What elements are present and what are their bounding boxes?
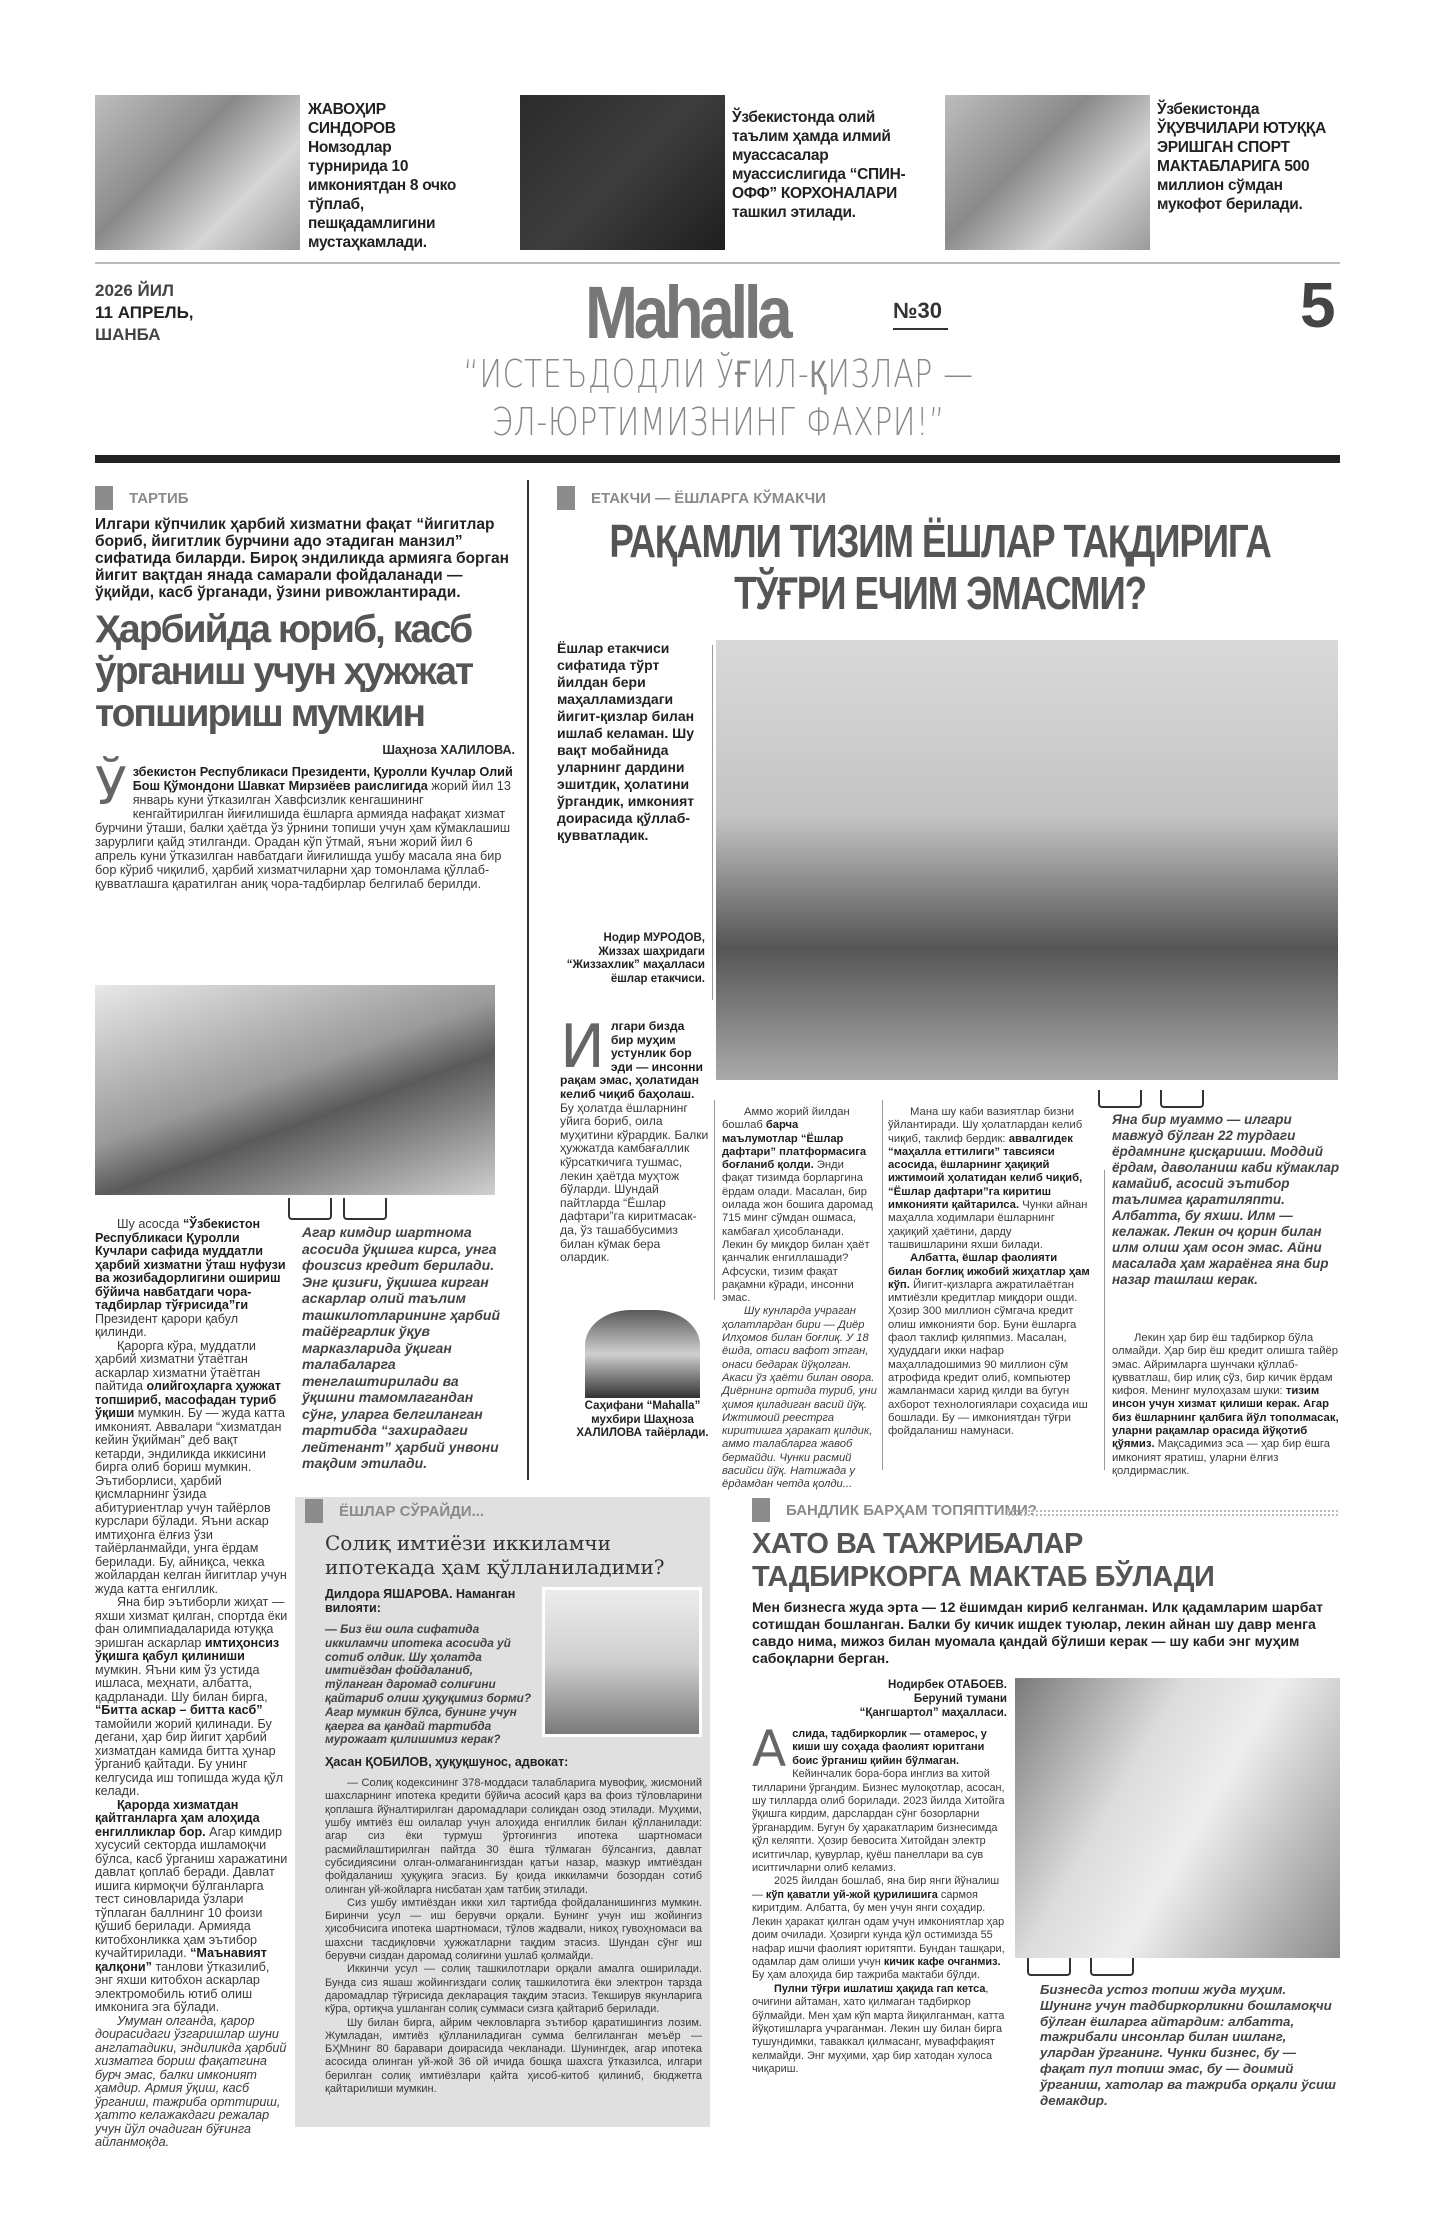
reporter-caption: Саҳифани “Mahalla” мухбири Шаҳноза ХАЛИЛОВА тайёрлади.: [576, 1400, 709, 1439]
leader-byline: Нодир МУРОДОВ, Жиззах шаҳридаги “Жиззахлик” маҳалласи ёшлар етакчиси.: [566, 932, 705, 985]
column-divider: [712, 645, 713, 1000]
paragraph: [1112, 1332, 1340, 1478]
text-run: Шу асосда: [117, 1217, 183, 1231]
text-run: имтиҳонсиз ўқишга қабул қилиниши: [95, 1635, 280, 1663]
paragraph: [95, 1218, 290, 1340]
text-run: Аммо жорий йилдан бошлаб: [722, 1106, 850, 1132]
paragraph: [752, 1720, 1007, 1875]
article-lead: Илгари кўпчилик ҳарбий хизматни фақат “йигитлар бориб, йигитлик бурчини адо этадиган манзил” сифатида биларди. Бироқ эндиликда армияга борган йигит вақтдан янада самарали фойдаланади — ўқийди, касб ўрганади, ўзини ривожлантиради.: [95, 516, 509, 601]
text-run: Сиз ушбу имтиёздан икки хил тартибда фойдаланишингиз мумкин. Биринчи усул — иш берувчи орқали. Бунинг учун иш жойингиз ҳисобчисига ипотека шартномаси, тўлов жадвали, никоҳ гувоҳномаси ва шахсни тасдиқловчи ҳужжатларни тақдим этасиз. Шундан сўнг иш берувчи сиздан даромад солиғини ушлаб қолмайди.: [325, 1896, 702, 1963]
text-run: Энди фақат тизимда борларгина ёрдам олади. Масалан, бир оилада жон бошига даромад 715 минг сўмдан ошмаса, камбағал ҳисобланади. Лекин бу миқдор билан ҳаёт қанчалик енгиллашади? Афсуски, тизим фақат рақамни кўради, инсонни эмас.: [722, 1159, 873, 1305]
leader-body-col4: [1112, 1332, 1340, 1478]
dotted-rule: [1008, 1510, 1338, 1516]
leader-intro: Ёшлар етакчиси сифатида тўрт йилдан бери маҳалламиздаги йигит-қизлар билан ишлаб келаман. Шу вақт мобайнида уларнинг дардини эшитдик, ҳолатини ўргандик, имконият доирасида қўллаб-қувватладик.: [557, 640, 695, 843]
drop-cap: А: [752, 1720, 787, 1778]
text-run: мумкин. Яъни ким ўз устида ишласа, меҳнати, албатта, қадрланади. Шу билан бирга,: [95, 1662, 268, 1704]
text-run: Президент қарори қабул қилинди.: [95, 1311, 239, 1339]
newspaper-logo: Mahalla: [585, 271, 789, 354]
text-run: Иккинчи усул — солиқ ташкилотлари орқали амалга оширилади. Бунда сиз яшаш жойингиздаги солиқ ташкилотига ёки электрон тарзда даромадлар тўғрисида декларация тақдим этасиз. Текширув якунларига кўра, ортиқча ушланган солиқ суммаси сизга қайтариб берилади.: [325, 1963, 702, 2016]
business-top: [752, 1528, 1342, 1667]
business-byline: Нодирбек ОТАБОЕВ. Беруний тумани “Қангшартол” маҳалласи.: [859, 1679, 1007, 1719]
text-run: Шу кунларда учраган ҳолатлардан бири — Диёр Илҳомов билан боғлиқ. У 18 ёшда, отаси вафот этган, онаси бедарак йўқолган. Акаси ўз ҳаёти билан овора. Диёрнинг ортида туриб, уни ҳимоя қиладиган васий йўқ. Ижтимоий реестрга киритишга ҳаракат қилдик, аммо талабларга жавоб бермайди. Чунки расмий васийси йўқ. Натижада у ёрдамдан четда қолди...: [722, 1305, 877, 1491]
article-author: Шаҳноза ХАЛИЛОВА.: [382, 743, 515, 757]
text-run: кўп қаватли уй-жой қурилишига: [765, 1888, 938, 1901]
paragraph: [95, 1799, 290, 2015]
text-run: — Солиқ кодексининг 378-моддаси талабларига мувофиқ, жисмоний шахсларнинг ипотека кредити бўйича асосий қарз ва фоиз тўловларини қоплашга йўналтирилган даромадлари солиқдан озод этилади. Муҳими, ушбу имтиёз ёш оилалар учун алоҳида енгиллик билан қўлланилади: агар сиз ёки турмуш ўртоғингиз ипотека шартномаси расмийлаштирилган пайтда 30 ёшга тўлмаган бўлсангиз, давлат субсидиясини олган-олмаганингиздан қатъи назар, мазкур имтиёздан фойдаланиш ҳуқуқига эгасиз. Бу қоида иккиламчи бозордан сотиб олинган уй-жойларга нисбатан ҳам татбиқ этилади.: [325, 1777, 702, 1896]
paragraph: [95, 1340, 290, 1597]
text-run: Шу билан бирга, айрим чекловларга эътибор қаратишингиз лозим. Жумладан, имтиёз қўлланиладиган сумма белгиланган меъёр — БҲМнинг 80 баравари доирасида чекланади. Шунингдек, агар ипотека асосида олинган уй-жой 36 ой ичида бошқа шахсга ўтказилса, илгари берилган солиқ имтиёзлари қайта ҳисоб-китоб қилиниб, бюджетга қайтарилиши мумкин.: [325, 2016, 702, 2095]
photo-apartment-building: [542, 1587, 702, 1737]
qa-question-block: [325, 1587, 532, 1747]
slogan: [0, 350, 1437, 446]
text-run: Умуман олганда, қарор доирасидаги ўзгаришлар шуни англатадики, эндиликда ҳарбий хизматга бориш фақатгина бурч эмас, балки имконият ҳамдир. Армия ўқиш, касб ўрганиш, тажриба орттириш, ҳатто келажакдаги режалар учун йўл очадиган бўғинга айланмоқда.: [95, 2013, 287, 2149]
text-run: Йигит-қизларга ажратилаётган имтиёзли кредитлар миқдори ошди. Ҳозир 300 миллион сўмгача кредит олиш имконияти бор. Буни ёшларга фаол таклиф қиляпмиз. Масалан, ҳудуддаги икки нафар маҳалладошимиз 90 миллион сўм атрофида кредит олиб, компьютер жамланмаси харид қилди ва бугун ахборот технологиялари соҳасида иш бошлади. Бу — имкониятдан тўғри фойдаланиш намунаси.: [888, 1278, 1088, 1438]
paragraph: [325, 1963, 702, 2016]
paragraph: [722, 1305, 877, 1491]
text-run: “Битта аскар – битта касб”: [95, 1703, 263, 1717]
date-weekday: ШАНБА: [95, 325, 161, 344]
rubric-square-icon: [95, 486, 113, 510]
pull-quote: Яна бир муаммо — илгари мавжуд бўлган 22 турдаги ёрдамнинг қисқариши. Моддий ёрдам, даволаниш каби кўмаклар камайиб, асосий эътибор таълимга қаратиляпти. Албатта, бу яхши. Илм — келажак. Лекин оч қорин билан илм олиш ҳам осон эмас. Айни масалада ҳам жараёнга яна бир назар ташлаш керак.: [1112, 1112, 1340, 1287]
photo-soldiers-exam: [95, 985, 495, 1195]
header-rule: [95, 455, 1340, 463]
text-run: Агар кимдир хусусий секторда ишламоқчи бўлса, касб ўрганиш харажатини давлат қоплаб беради. Давлат ишига кирмоқчи бўлганларга тест синовларида ўзлари тўплаган баллнинг 10 фоизи қўшиб берилади. Армияда китобхонликка ҳам эътибор кучайтирилади.: [95, 1824, 288, 1960]
drop-cap: Ў: [95, 757, 127, 817]
divider: [95, 262, 1340, 264]
rubric-tartib: [95, 486, 189, 510]
column-divider: [714, 1100, 715, 1300]
teaser-photo-chess-player: [95, 95, 300, 250]
quote-mark-icon: [1098, 1090, 1142, 1108]
issue-date: [95, 280, 194, 346]
qa-question-row: [305, 1587, 702, 1747]
text-run: мумкин. Бу — жуда катта имконият. Аввалари “хизматдан кейин ўқийман” деб вақт кетарди, эндиликда иккисини бирга олиб бориш мумкин. Эътиборлиси, ҳарбий қисмларнинг ўзида абитуриентлар учун тайёрлов курслари бўлади. Яъни аскар имтиҳонга ёлғиз ўзи тайёрланмайди, унга ёрдам берилади. Бу, айниқса, чекка жойлардан келган йигитлар учун жуда катта енгиллик.: [95, 1406, 287, 1596]
text-run: олийгоҳларга ҳужжат топшириб, масофадан туриб ўқиши: [95, 1379, 281, 1420]
text-run: збекистон Республикаси Президенти, Қуролли Кучлар Олий Бош Қўмондони Шавкат Мирзиёев раислигида: [132, 765, 513, 793]
text-run: Бу ҳам алоҳида бир тажриба мактаби бўлди.: [752, 1969, 980, 1982]
qa-box: [295, 1497, 710, 2127]
qa-question: — Биз ёш оила сифатида иккиламчи ипотека асосида уй сотиб олдик. Шу ҳолатда имтиёздан фойдаланиб, тўланган даромад солиғини қайтариб олиш ҳуқуқимиз борми? Агар мумкин бўлса, бунинг учун қаерга ва қандай тартибда мурожаат қилишимиз керак?: [325, 1622, 532, 1747]
teaser-text[interactable]: Ўзбекистонда олий таълим ҳамда илмий муассасалар муассислигида “СПИН-ОФФ” КОРХОНАЛАРИ ташкил этилади.: [732, 109, 906, 221]
teaser-text[interactable]: ЖАВОҲИР СИНДОРОВ Номзодлар турнирида 10 имкониятдан 8 очко тўплаб, пешқадамлигини мустаҳкамлади.: [308, 101, 457, 251]
article-body-column: [95, 1218, 290, 2150]
reporter-portrait: [585, 1310, 700, 1398]
rubric-square-icon: [305, 1499, 323, 1523]
issue-number: №30: [893, 298, 948, 330]
rubric-youth-ask: [305, 1499, 702, 1523]
qa-answerer: Ҳасан ҚОБИЛОВ, ҳуқуқшунос, адвокат:: [325, 1755, 569, 1770]
paragraph: [722, 1106, 877, 1305]
text-run: Чунки айнан маҳалла ходимлари ёшларнинг ҳақиқий ҳаётини, дарду ташвишларини яхши билади.: [888, 1199, 1088, 1251]
text-run: Албатта, ёшлар фаолияти билан боғлиқ ижобий жиҳатлар ҳам кўп.: [888, 1252, 1090, 1291]
paragraph: [95, 2015, 290, 2150]
paragraph: [325, 1897, 702, 1963]
slogan-line: “ИСТЕЪДОДЛИ ЎҒИЛ-ҚИЗЛАР —: [463, 352, 974, 396]
rubric-label: ЁШЛАР СЎРАЙДИ...: [339, 1502, 485, 1520]
text-run: Лекин ҳар бир ёш тадбиркор бўла олмайди. Ҳар бир ёш кредит олишга тайёр эмас. Айримларга шунчаки қўллаб-қувватлаш, бир илиқ сўз, бир кичик ёрдам кифоя. Менинг мулоҳазам шуки:: [1112, 1332, 1339, 1398]
paragraph: [888, 1106, 1093, 1252]
leader-body-col3: [888, 1106, 1093, 1438]
quote-mark-icon: [1090, 1958, 1134, 1976]
text-run: Кейинчалик бора-бора инглиз ва хитой тилларини ўргандим. Бизнес мулоқотлар, асосан, шу тилларда олиб борилади. 2023 йилда Хитойга ўқишга кирдим, дарслардан сўнг бозорларни ўрганардим. Бугун бу ҳаракатларим бизнесимда қўл келяпти. Ҳозир бевосита Хитойдан электр иситгичлар, қувурлар, қуёш панеллари ва сув иситгичларни олиб келамиз.: [752, 1768, 1005, 1875]
qa-answer: [305, 1777, 702, 2096]
paragraph: [95, 1596, 290, 1799]
paragraph: [325, 1777, 702, 1897]
date-day: 11 АПРЕЛЬ,: [95, 303, 194, 322]
paragraph: [752, 1983, 1007, 2077]
business-body: [752, 1720, 1007, 2077]
rubric-square-icon: [557, 486, 575, 510]
text-run: кичик кафе очганмиз.: [883, 1955, 1001, 1968]
leader-body-col1: [560, 1012, 710, 1265]
business-lead: Мен бизнесга жуда эрта — 12 ёшимдан кириб келганман. Илк қадамларим шарбат сотишдан бошланган. Балки бу кичик ишдек туюлар, лекин айнан шу давр менга савдо нима, мижоз билан муомала қандай бўлиши керак — шу каби энг муҳим сабоқларни берган.: [752, 1599, 1324, 1666]
text-run: Мақсадимиз эса — ҳар бир ёшга имконият яратиш, уларни ёлғиз қолдирмаслик.: [1112, 1438, 1331, 1477]
column-divider: [1104, 1170, 1105, 1470]
text-run: Қарорда хизматдан қайтганларга ҳам алоҳида енгилликлар бор.: [95, 1797, 260, 1839]
text-run: жорий йил 13 январь куни ўтказилган Хавфсизлик кенгашининг кенгайтирилган йиғилишида ёшларга армияда нафақат хизмат бурчини ўташи, балки ҳаётда ўз ўрнини топиши учун ҳам кўмаклашиш зарурлиги қайд этилганди. Орадан кўп ўтмай, яъни жорий йил 6 апрель куни ўтказилган навбатдаги йиғилишда ушбу масала яна бир бор кўриб чиқилиб, ҳарбий хизматчиларни ҳар томонлама қўллаб-қувватлашга қаратилган аниқ чора-тадбирлар белгилаб берилди.: [95, 779, 511, 891]
pull-quote: Агар кимдир шартнома асосида ўқишга кирса, унга фоизсиз кредит берилади. Энг қизиғи, ўқишга кирган аскарлар олий таълим ташкилотларининг ҳарбий тайёргарлик ўқув марказларида ўқиган талабаларга тенглаштирилади ва ўқишни тамомлагандан сўнг, уларга белгиланган тартибда “захирадаги лейтенант” ҳарбий унвони тақдим этилади.: [302, 1224, 500, 1471]
article-intro: [95, 757, 515, 891]
text-run: “Ўзбекистон Республикаси Қуролли Кучлари сафида муддатли ҳарбий хизматни ўташ нуфузи ва жозибадорлигини ошириш бўйича навбатдаги чора-тадбирлар тўғрисида”ги: [95, 1217, 286, 1312]
date-year: 2026 ЙИЛ: [95, 281, 174, 300]
text-run: , очиғини айтаман, хато қилмаган тадбиркор бўлмайди. Мен ҳам кўп марта йиқилганман, катта йўқотишларга учраганман. Лекин шу билан бирга тушундимки, таваккал қилмасанг, муваффақият келмайди. Энг муҳими, ҳар бир хатодан хулоса чиқариш.: [752, 1982, 1005, 2076]
text-run: Пулни тўғри ишлатиш ҳақида гап кетса: [774, 1982, 986, 1995]
pull-quote: Бизнесда устоз топиш жуда муҳим. Шунинг учун тадбиркорликни бошламоқчи бўлган ёшларга айтардим: албатта, тажрибали инсонлар билан ишланг, улардан ўрганинг. Чунки бизнес, бу — фақат пул топиш эмас, бу — доимий ўрганиш, хатолар ва тажриба орқали ўсиш демакдир.: [1040, 1982, 1336, 2108]
teaser-photo-runners: [945, 95, 1150, 250]
photo-youth-leaders-group: [716, 640, 1338, 1080]
business-headline[interactable]: ХАТО ВА ТАЖРИБАЛАР ТАДБИРКОРГА МАКТАБ БЎЛАДИ: [752, 1528, 1215, 1593]
paragraph: [752, 1875, 1007, 1982]
page-number: 5: [1300, 269, 1336, 341]
text-run: барча маълумотлар “Ёшлар дафтари” платформасига боғланиб қолди.: [722, 1119, 867, 1172]
rubric-square-icon: [752, 1498, 770, 1522]
text-run: танлови ўтказилиб, энг яхши китобхон аскарлар электромобиль ютиб олиш имконига эга бўлади.: [95, 1959, 270, 2014]
quote-mark-icon: [343, 1198, 387, 1220]
business-column: [752, 1678, 1007, 2077]
drop-cap: И: [560, 1012, 605, 1082]
teaser-text[interactable]: Ўзбекистонда ЎҚУВЧИЛАРИ ЮТУҚҚА ЭРИШГАН СПОРТ МАКТАБЛАРИГА 500 миллион сўмдан мукофот берилади.: [1157, 101, 1326, 213]
qa-asker: Дилдора ЯШАРОВА. Наманган вилояти:: [325, 1587, 516, 1615]
paragraph: [325, 2017, 702, 2097]
quote-mark-icon: [1160, 1090, 1204, 1108]
paragraph: [888, 1252, 1093, 1438]
text-run: Қарорга кўра, муддатли ҳарбий хизматни ўтаётган аскарлар хизматни ўтаётган пайтида: [95, 1338, 261, 1393]
text-run: слида, тадбиркорлик — отамерос, у киши шу соҳада фаолият юритгани боис ўрганиш қийин бўлмаган.: [792, 1728, 987, 1767]
headline-line: ТЎҒРИ ЕЧИМ ЭМАСМИ?: [734, 567, 1146, 619]
teaser-illustration-spin-off: [520, 95, 725, 250]
main-headline[interactable]: [609, 515, 1271, 619]
left-article-top: [95, 516, 515, 891]
qa-headline[interactable]: Солиқ имтиёзи иккиламчи ипотекада ҳам қўлланиладими?: [325, 1531, 665, 1579]
slogan-line: ЭЛ-ЮРТИМИЗНИНГ ФАХРИ!”: [491, 400, 946, 444]
text-run: сармоя киритдим. Албатта, бу мен учун янги соҳадир. Лекин ҳаракат қилган одам учун имкониятлар ҳар доим очилади. Ҳозирги кунда қўл остимизда 55 нафар ишчи фаолият юритяпти. Бундан ташқари, одамлар дам олиши учун: [752, 1888, 1005, 1968]
text-run: 2025 йилдан бошлаб, яна бир янги йўналиш —: [752, 1875, 1000, 1901]
text-run: аввалгидек “маҳалла еттилиги” тавсияси асосида, ёшларнинг ҳақиқий ижтимоий ҳолатидан келиб чиқиб, “Ёшлар дафтари”га киритиш имконияти қайтарилса.: [888, 1132, 1083, 1212]
rubric-label: ЕТАКЧИ — ЁШЛАРГА КЎМАКЧИ: [591, 489, 826, 507]
headline-line: РАҚАМЛИ ТИЗИМ ЁШЛАР ТАҚДИРИГА: [609, 515, 1271, 567]
leader-body-col2: [722, 1106, 877, 1492]
text-run: тизим инсон учун хизмат қилиши керак. Агар биз ёшларнинг қалбига йўл тополмасак, уларни рақамлар орасида йўқотиб қўямиз.: [1112, 1385, 1339, 1451]
photo-construction-worker: [1015, 1678, 1340, 1958]
quote-mark-icon: [288, 1198, 332, 1220]
article-headline[interactable]: Ҳарбийда юриб, касб ўрганиш учун ҳужжат топшириш мумкин: [95, 608, 473, 735]
text-run: лгари бизда бир муҳим устунлик бор эди — инсонни рақам эмас, ҳолатидан келиб чиқиб баҳолаш.: [560, 1019, 703, 1101]
text-run: Яна бир эътиборли жиҳат — яхши хизмат қилган, спортда ёки фан олимпиадаларида ютуққа эришган аскарлар: [95, 1595, 288, 1650]
rubric-label: ТАРТИБ: [129, 489, 189, 507]
text-run: тамойили жорий қилинади. Бу дегани, ҳар бир йигит ҳарбий хизматдан камида битта ҳунар ўрганиб қайтади. Бу унинг келгусида иш топишда жуда қўл келади.: [95, 1716, 284, 1798]
rubric-employment: [752, 1498, 1037, 1522]
paragraph: [95, 757, 515, 891]
text-run: Бу ҳолатда ёшларнинг уйига бориб, оила муҳитини кўрардик. Балки ҳужжатда камбағаллик кўрсаткичига тушмас, лекин ҳаётда муҳтож бўларди. Шундай пайтларда “Ёшлар дафтари”га киритмасак-да, ўз ташаббусимиз билан кўмак бера олардик.: [560, 1100, 709, 1265]
column-divider: [882, 1100, 883, 1470]
text-run: “Маънавият қалқони”: [95, 1946, 267, 1974]
rubric-leader: [557, 486, 826, 510]
text-run: Мана шу каби вазиятлар бизни ўйлантиради. Шу ҳолатлардан келиб чиқиб, таклиф бердик:: [888, 1106, 1083, 1145]
rubric-label: БАНДЛИК БАРҲАМ ТОПЯПТИМИ?: [786, 1501, 1037, 1519]
quote-mark-icon: [1027, 1958, 1071, 1976]
column-divider: [527, 480, 529, 1480]
